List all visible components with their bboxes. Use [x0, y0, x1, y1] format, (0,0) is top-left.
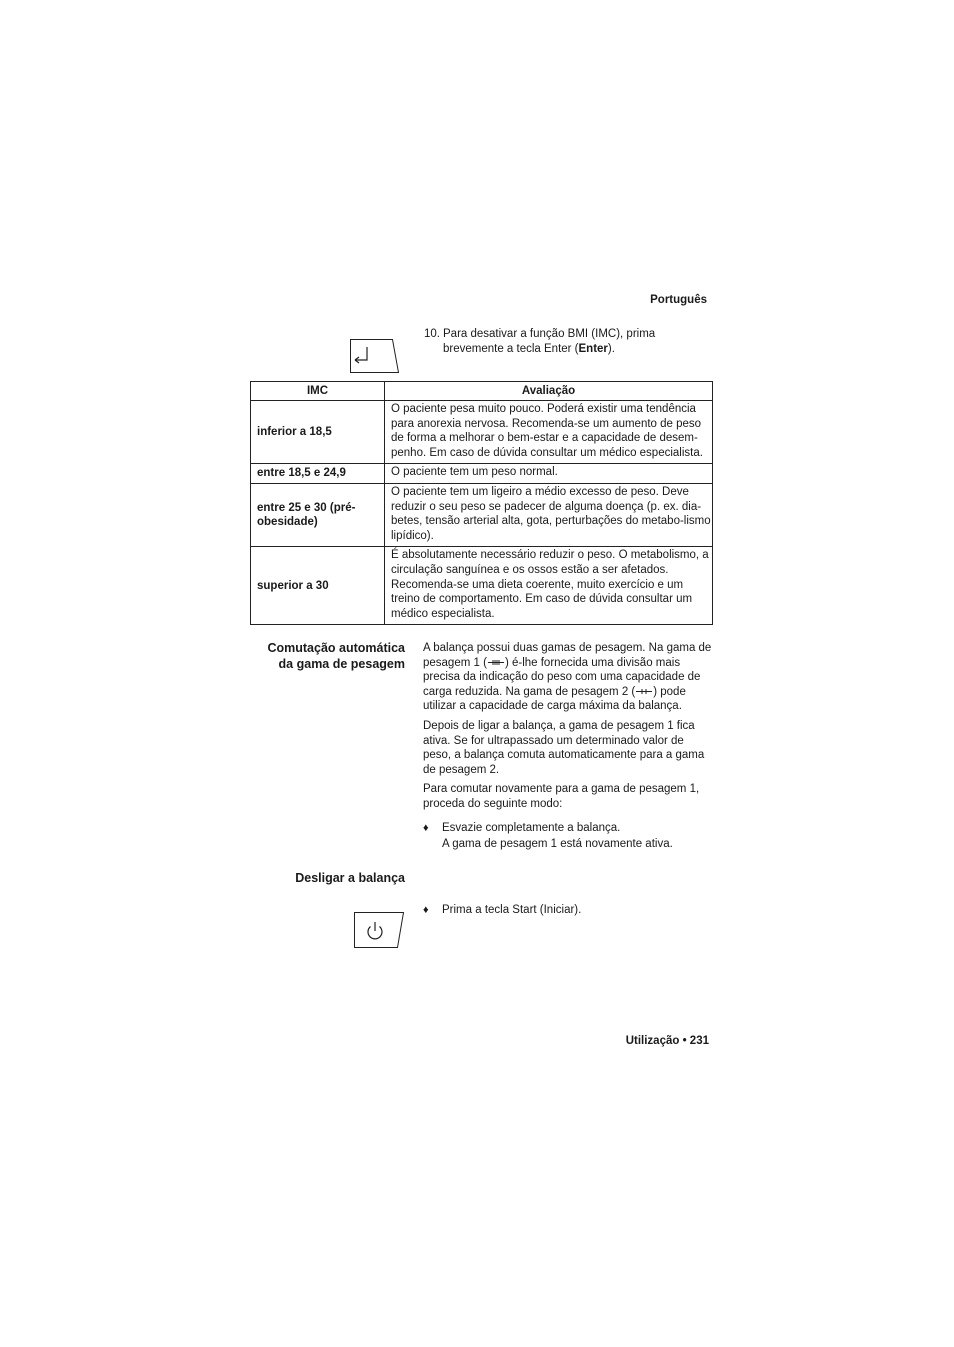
bmi-table: [250, 381, 713, 625]
bullet-diamond-icon: ♦: [423, 904, 429, 916]
bullet-text: Prima a tecla Start (Iniciar).: [442, 904, 582, 916]
step-text-b: ).: [607, 342, 615, 355]
p1-part-c: ) pode utilizar a capacidade de carga máxima da balança.: [423, 685, 686, 713]
enter-key: [348, 337, 400, 375]
bullet-empty-scale: [423, 821, 713, 851]
header-imc: IMC: [251, 382, 385, 401]
range-2-icon: [635, 687, 653, 696]
paragraph-switch-back: Para comutar novamente para a gama de pesagem 1, proceda do seguinte modo:: [423, 783, 700, 810]
table-row: [251, 483, 713, 546]
section-heading-off: Desligar a balança: [295, 871, 405, 885]
evaluation-cell: O paciente pesa muito pouco. Poderá existir uma tendência para anorexia nervosa. Recomenda-se um aumento de peso de forma a melhorar o bem-estar e a capacidade de desem-penho. Em caso de dúvida consultar um médico especialista.: [385, 401, 713, 464]
table-header-row: [251, 382, 713, 401]
bullet-diamond-icon: ♦: [423, 822, 429, 834]
step-number: 10.: [424, 328, 440, 340]
step-text: [443, 327, 714, 356]
power-key: [352, 910, 406, 950]
step-10: [424, 327, 714, 356]
bullet-line-2: A gama de pesagem 1 está novamente ativa.: [442, 837, 673, 850]
table-row: [251, 547, 713, 625]
evaluation-cell: O paciente tem um ligeiro a médio excesso de peso. Deve reduzir o seu peso se padecer de alguma doença (p. ex. dia-betes, tensão arterial alta, gota, perturbações do metabo-lismo lipídico).: [385, 483, 713, 546]
section-heading-auto: [230, 640, 405, 672]
header-evaluation: Avaliação: [385, 382, 713, 401]
evaluation-cell: O paciente tem um peso normal.: [385, 464, 713, 484]
bullet-line-1: Esvazie completamente a balança.: [442, 822, 621, 834]
section-auto-body: [423, 641, 713, 817]
paragraph-auto-switch: Depois de ligar a balança, a gama de pesagem 1 fica ativa. Se for ultrapassado um determinado valor de peso, a balança comuta automaticamente para a gama de pesagem 2.: [423, 719, 705, 776]
paragraph-ranges: [423, 641, 713, 714]
bullet-text: [442, 821, 713, 851]
language-header: Português: [650, 294, 707, 306]
imc-cell: superior a 30: [251, 547, 385, 625]
range-1-icon: [487, 658, 505, 667]
bullet-press-start: [423, 903, 713, 918]
heading-line-1: Comutação automática: [267, 641, 405, 655]
table-row: [251, 464, 713, 484]
step-text-a: Para desativar a função BMI (IMC), prima brevemente a tecla Enter (: [443, 328, 656, 355]
heading-line-2: da gama de pesagem: [278, 657, 405, 671]
power-icon: [368, 922, 382, 939]
imc-cell: entre 25 e 30 (pré-obesidade): [251, 483, 385, 546]
p1-part-a: A balança possui duas gamas de pesagem. Na gama de pesagem 1 (: [423, 642, 712, 669]
enter-arrow-icon: [355, 347, 367, 363]
imc-cell: inferior a 18,5: [251, 401, 385, 464]
evaluation-cell: É absolutamente necessário reduzir o peso. O metabolismo, a circulação sanguínea e os ossos estão a ser afetados. Recomenda-se uma dieta coerente, muito exercício e um treino de comportamento. Em caso de dúvida consultar um médico especialista.: [385, 547, 713, 625]
step-text-bold: Enter: [578, 342, 608, 355]
table-row: [251, 401, 713, 464]
p1-part-b: ) é-lhe fornecida uma divisão mais precisa da indicação do peso com uma capacidade de carga reduzida. Na gama de pesagem 2 (: [423, 656, 701, 698]
imc-cell: entre 18,5 e 24,9: [251, 464, 385, 484]
page-footer: Utilização • 231: [625, 1035, 709, 1047]
